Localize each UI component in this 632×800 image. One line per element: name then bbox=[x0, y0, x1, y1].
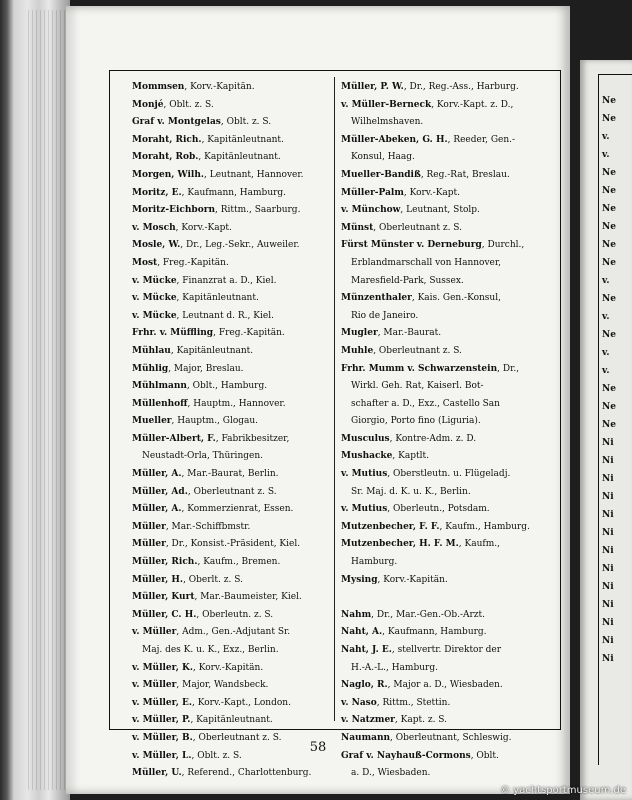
entry-continuation: Wilhelmshaven. bbox=[351, 117, 424, 128]
directory-entry bbox=[132, 572, 332, 590]
entry-detail: , Korv.-Kapt. bbox=[175, 222, 232, 233]
entry-detail: , Fabrikbesitzer, bbox=[215, 433, 290, 444]
entry-name: Mühlau bbox=[132, 345, 171, 356]
entry-continuation: Neustadt-Orla, Thüringen. bbox=[142, 451, 263, 462]
page-edges bbox=[28, 10, 68, 790]
entry-detail: , Freg.-Kapitän. bbox=[157, 257, 229, 268]
entry-detail: , Oberleutn. z. S. bbox=[196, 609, 274, 620]
directory-entry bbox=[132, 466, 332, 484]
entry-name: v. Müller bbox=[132, 627, 177, 638]
directory-entry bbox=[132, 396, 332, 414]
directory-entry bbox=[132, 413, 332, 431]
next-page-fragment: Ne bbox=[602, 114, 616, 124]
entry-detail: , Dr., Konsist.-Präsident, Kiel. bbox=[165, 539, 301, 550]
entry-detail: , Korv.-Kapt. bbox=[403, 187, 461, 198]
book-page bbox=[66, 6, 570, 794]
book-spine bbox=[0, 0, 70, 800]
entry-detail: , Oberleutnant z. S. bbox=[192, 732, 282, 743]
next-page-fragment: Ni bbox=[602, 492, 614, 502]
directory-entry bbox=[132, 255, 332, 273]
directory-entry bbox=[132, 519, 332, 537]
entry-detail: , Oberleutnant z. S. bbox=[373, 345, 462, 356]
entry-detail: , Adm., Gen.-Adjutant Sr. bbox=[176, 627, 291, 638]
directory-entry bbox=[132, 607, 332, 625]
entry-continuation: Wirkl. Geh. Rat, Kaiserl. Bot- bbox=[351, 381, 484, 392]
directory-entry bbox=[341, 237, 556, 272]
next-page-fragment: Ne bbox=[602, 384, 616, 394]
entry-detail: , Korv.-Kapitän. bbox=[377, 574, 448, 585]
entry-detail: , Kapt. z. S. bbox=[394, 715, 448, 726]
entry-detail: , Korv.-Kapt., London. bbox=[192, 697, 291, 708]
directory-entry bbox=[132, 220, 332, 238]
directory-entry bbox=[341, 466, 556, 501]
entry-detail: , Kais. Gen.-Konsul, bbox=[411, 293, 501, 304]
directory-entry bbox=[341, 448, 556, 466]
entry-detail: , Major, Wandsbeck. bbox=[176, 680, 269, 691]
entry-detail: , Oberleutnant z. S. bbox=[187, 486, 277, 497]
entry-name: Müller-Abeken, G. H. bbox=[341, 134, 448, 145]
directory-entry bbox=[341, 325, 556, 343]
directory-entry bbox=[132, 273, 332, 291]
entry-detail: , Oberleutnant, Schleswig. bbox=[390, 732, 512, 743]
entry-name: v. Müller-Berneck bbox=[341, 99, 432, 110]
directory-entry bbox=[341, 396, 556, 414]
directory-entry bbox=[341, 695, 556, 713]
directory-entry bbox=[341, 642, 556, 677]
entry-detail: , Major a. D., Wiesbaden. bbox=[387, 680, 503, 691]
next-page-fragment: v. bbox=[602, 276, 610, 286]
next-page-fragment: Ne bbox=[602, 402, 616, 412]
entry-name: Mushacke bbox=[341, 451, 393, 462]
next-page-fragment: Ne bbox=[602, 222, 616, 232]
directory-entry bbox=[132, 712, 332, 730]
entry-name: Müller, A. bbox=[132, 504, 182, 515]
entry-name: v. Natzmer bbox=[341, 715, 395, 726]
next-page-fragment: Ne bbox=[602, 204, 616, 214]
entry-name: Graf v. Montgelas bbox=[132, 117, 221, 128]
entry-detail: , Hauptm., Hannover. bbox=[187, 398, 286, 409]
next-page-fragment: v. bbox=[602, 348, 610, 358]
entry-name: v. Mutius bbox=[341, 504, 388, 515]
entry-detail: , Oblt. z. S. bbox=[163, 99, 214, 110]
entry-name: Moraht, Rob. bbox=[132, 152, 199, 163]
entry-name: Fürst Münster v. Derneburg bbox=[341, 240, 482, 251]
directory-entry bbox=[132, 149, 332, 167]
next-page-fragment: Ne bbox=[602, 330, 616, 340]
directory-entry bbox=[341, 624, 556, 642]
next-page-fragment: Ni bbox=[602, 528, 614, 538]
directory-entry bbox=[341, 677, 556, 695]
directory-entry bbox=[132, 484, 332, 502]
directory-entry bbox=[132, 554, 332, 572]
next-page-fragment: Ni bbox=[602, 438, 614, 448]
directory-entry bbox=[132, 132, 332, 150]
entry-continuation: Maresfield-Park, Sussex. bbox=[351, 275, 464, 286]
directory-entry bbox=[341, 712, 556, 730]
entry-name: Müller, P. W. bbox=[341, 82, 404, 92]
entry-detail: , Oberleutnant z. S. bbox=[373, 222, 462, 233]
entry-name: Moritz, E. bbox=[132, 187, 182, 198]
entry-name: Frhr. v. Müffling bbox=[132, 328, 214, 339]
next-page-fragment: Ni bbox=[602, 582, 614, 592]
next-page-fragment: v. bbox=[602, 312, 610, 322]
entry-name: v. Mücke bbox=[132, 310, 177, 321]
entry-detail: , Finanzrat a. D., Kiel. bbox=[176, 275, 277, 286]
entry-name: Naht, A. bbox=[341, 627, 383, 638]
entry-name: v. Mutius bbox=[341, 469, 388, 480]
directory-entry bbox=[341, 290, 556, 325]
entry-continuation: Rio de Janeiro. bbox=[351, 310, 419, 321]
entry-name: Müllenhoff bbox=[132, 398, 188, 409]
entry-detail: , Dr., Leg.-Sekr., Auweiler. bbox=[180, 240, 300, 251]
entry-detail: , Kaufmann, Hamburg. bbox=[181, 187, 287, 198]
directory-entry bbox=[132, 501, 332, 519]
next-page-fragment: Ni bbox=[602, 600, 614, 610]
entry-name: Moraht, Rich. bbox=[132, 134, 202, 145]
entry-name: Musculus bbox=[341, 433, 390, 444]
entry-detail: , Leutnant d. R., Kiel. bbox=[176, 310, 274, 321]
entry-name: Nahm bbox=[341, 609, 372, 620]
entry-name: Naglo, R. bbox=[341, 680, 388, 691]
entry-name: v. Münchow bbox=[341, 205, 401, 216]
entry-name: v. Naso bbox=[341, 697, 377, 708]
directory-entry bbox=[341, 343, 556, 361]
entry-detail: , Leutnant, Hannover. bbox=[204, 169, 304, 180]
next-page-fragment: Ne bbox=[602, 240, 616, 250]
entry-detail: , Kapitänleutnant. bbox=[170, 345, 254, 356]
entry-name: Müller bbox=[132, 521, 166, 532]
entry-continuation: Giorgio, Porto fino (Liguria). bbox=[351, 416, 481, 427]
directory-entry bbox=[132, 97, 332, 115]
entry-name: Mutzenbecher, F. F. bbox=[341, 521, 440, 532]
entry-name: Mosle, W. bbox=[132, 240, 181, 251]
entry-continuation: Erblandmarschall von Hannover, bbox=[351, 257, 502, 268]
entry-name: Müller bbox=[132, 539, 166, 550]
entry-detail: , Kapitänleutnant. bbox=[201, 134, 284, 145]
directory-entry bbox=[341, 202, 556, 220]
entry-detail: , Oberleutn., Potsdam. bbox=[387, 504, 490, 515]
next-page-fragment: Ne bbox=[602, 186, 616, 196]
directory-entry bbox=[341, 273, 556, 291]
entry-name: Müller, Rich. bbox=[132, 557, 198, 568]
entry-name: v. Müller bbox=[132, 680, 177, 691]
directory-entry bbox=[341, 536, 556, 571]
entry-detail: , Kapitänleutnant. bbox=[198, 152, 281, 163]
directory-entry bbox=[132, 431, 332, 466]
entry-detail: , Referend., Charlottenburg. bbox=[181, 768, 312, 779]
right-column bbox=[341, 79, 556, 783]
entry-detail: , Oberstleutn. u. Flügeladj. bbox=[387, 469, 511, 480]
entry-continuation: Konsul, Haag. bbox=[351, 152, 415, 163]
directory-entry bbox=[132, 290, 332, 308]
entry-name: Naumann bbox=[341, 732, 391, 743]
entry-detail: , Dr., Mar.-Gen.-Ob.-Arzt. bbox=[371, 609, 486, 620]
entry-continuation: Sr. Maj. d. K. u. K., Berlin. bbox=[351, 486, 471, 497]
directory-entry bbox=[341, 97, 556, 132]
directory-entry bbox=[341, 572, 556, 590]
entry-detail: , Kaptlt. bbox=[392, 451, 429, 462]
left-column bbox=[132, 79, 332, 783]
entry-detail: , Rittm., Saarburg. bbox=[215, 205, 301, 216]
next-page-fragment: Ni bbox=[602, 564, 614, 574]
entry-detail: , Dr., Reg.-Ass., Harburg. bbox=[403, 82, 519, 92]
entry-continuation: H.-A.-L., Hamburg. bbox=[351, 662, 438, 673]
directory-entry bbox=[132, 695, 332, 713]
entry-name: v. Müller, P. bbox=[132, 715, 191, 726]
page-number: 58 bbox=[309, 740, 327, 755]
entry-name: Monjé bbox=[132, 99, 164, 110]
entry-detail: , Kontre-Adm. z. D. bbox=[389, 433, 477, 444]
next-page-fragment: Ni bbox=[602, 636, 614, 646]
entry-name: Müller-Albert, F. bbox=[132, 433, 216, 444]
entry-detail: , Reeder, Gen.- bbox=[447, 134, 516, 145]
entry-detail: , Rittm., Stettin. bbox=[376, 697, 451, 708]
next-page-fragment: v. bbox=[602, 150, 610, 160]
entry-detail: , Korv.-Kapt. z. D., bbox=[431, 99, 514, 110]
entry-name: Müller, C. H. bbox=[132, 609, 197, 620]
next-page-fragment: Ni bbox=[602, 618, 614, 628]
entry-detail: , Oblt. z. S. bbox=[220, 117, 272, 128]
entry-name: Müller, H. bbox=[132, 574, 184, 585]
entry-name: Mugler bbox=[341, 328, 378, 339]
entry-detail: , Major, Breslau. bbox=[168, 363, 244, 374]
entry-name: v. Mosch bbox=[132, 222, 176, 233]
directory-entry bbox=[132, 114, 332, 132]
entry-name: Müller, Kurt bbox=[132, 592, 195, 603]
entry-name: Müller, A. bbox=[132, 469, 182, 480]
entry-name: Morgen, Wilh. bbox=[132, 169, 204, 180]
entry-detail: , Kaufm., bbox=[458, 539, 500, 550]
directory-entry bbox=[132, 677, 332, 695]
entry-name: Naht, J. E. bbox=[341, 645, 392, 655]
next-page-edge bbox=[580, 60, 632, 800]
directory-entry bbox=[341, 132, 556, 167]
entry-name: v. Müller, L. bbox=[132, 750, 192, 761]
entry-name: Mueller bbox=[132, 416, 172, 427]
directory-entry bbox=[132, 624, 332, 659]
directory-entry bbox=[341, 431, 556, 449]
entry-detail: , Kaufmann, Hamburg. bbox=[382, 627, 487, 638]
entry-detail: , Kapitänleutnant. bbox=[190, 715, 273, 726]
directory-entry bbox=[341, 607, 556, 625]
entry-name: Frhr. Mumm v. Schwarzenstein bbox=[341, 363, 498, 374]
entry-name: Müller, U. bbox=[132, 768, 182, 779]
directory-entry bbox=[341, 501, 556, 519]
next-page-fragment: Ni bbox=[602, 456, 614, 466]
entry-continuation: Hamburg. bbox=[351, 557, 398, 568]
directory-entry bbox=[341, 167, 556, 185]
entry-name: v. Müller, B. bbox=[132, 732, 193, 743]
directory-entry bbox=[341, 519, 556, 537]
directory-entry bbox=[132, 167, 332, 185]
directory-entry bbox=[132, 202, 332, 220]
directory-entry bbox=[341, 185, 556, 203]
entry-continuation: schafter a. D., Exz., Castello San bbox=[351, 398, 500, 409]
next-page-fragment: Ne bbox=[602, 96, 616, 106]
next-page-fragment: Ni bbox=[602, 546, 614, 556]
entry-continuation: Maj. des K. u. K., Exz., Berlin. bbox=[142, 645, 279, 655]
next-page-fragment: Ne bbox=[602, 420, 616, 430]
column-divider bbox=[334, 77, 335, 721]
entry-detail: , Reg.-Rat, Breslau. bbox=[420, 169, 510, 180]
entry-name: Mutzenbecher, H. F. M. bbox=[341, 539, 459, 550]
entry-detail: , Korv.-Kapitän. bbox=[192, 662, 264, 673]
entry-name: v. Mücke bbox=[132, 293, 177, 304]
entry-name: v. Müller, K. bbox=[132, 662, 193, 673]
entry-detail: , Dr., bbox=[497, 363, 520, 374]
entry-name: Müller, Ad. bbox=[132, 486, 188, 497]
entry-continuation: a. D., Wiesbaden. bbox=[351, 768, 431, 779]
entry-name: Most bbox=[132, 257, 158, 268]
entry-detail: , Oblt. bbox=[470, 750, 499, 761]
entry-detail: , Durchl., bbox=[481, 240, 525, 251]
directory-entry bbox=[341, 413, 556, 431]
directory-entry bbox=[132, 660, 332, 678]
directory-entry bbox=[132, 343, 332, 361]
next-page-fragment: Ni bbox=[602, 510, 614, 520]
entry-name: Mysing bbox=[341, 574, 378, 585]
directory-entry bbox=[132, 237, 332, 255]
entry-name: Moritz-Eichborn bbox=[132, 205, 216, 216]
entry-name: v. Mücke bbox=[132, 275, 177, 286]
entry-spacer bbox=[341, 589, 556, 607]
entry-name: v. Müller, E. bbox=[132, 697, 193, 708]
directory-entry bbox=[132, 325, 332, 343]
directory-entry bbox=[341, 79, 556, 97]
next-page-fragment: Ne bbox=[602, 258, 616, 268]
next-page-fragment: v. bbox=[602, 366, 610, 376]
entry-detail: , Oblt. z. S. bbox=[191, 750, 242, 761]
entry-name: Mühlmann bbox=[132, 381, 187, 392]
entry-name: Graf v. Nayhauß-Cormons bbox=[341, 750, 471, 761]
entry-name: Münst bbox=[341, 222, 374, 233]
entry-detail: , Freg.-Kapitän. bbox=[213, 328, 285, 339]
directory-entry bbox=[132, 79, 332, 97]
next-page-fragment: Ne bbox=[602, 294, 616, 304]
next-page-fragment: v. bbox=[602, 132, 610, 142]
entry-detail: , Korv.-Kapitän. bbox=[184, 82, 255, 92]
directory-entry bbox=[132, 536, 332, 554]
entry-detail: , Oblt., Hamburg. bbox=[186, 381, 268, 392]
entry-detail: , Kaufm., Bremen. bbox=[197, 557, 281, 568]
next-page-fragment: Ne bbox=[602, 168, 616, 178]
entry-name: Mueller-Bandiß bbox=[341, 169, 421, 180]
directory-entry bbox=[132, 765, 332, 783]
entry-name: Mommsen bbox=[132, 82, 185, 92]
next-page-fragment: Ni bbox=[602, 654, 614, 664]
watermark: © yachtsportmuseum.de bbox=[500, 785, 626, 796]
entry-name: Münzenthaler bbox=[341, 293, 412, 304]
directory-entry bbox=[132, 378, 332, 396]
entry-detail: , Oberlt. z. S. bbox=[183, 574, 243, 585]
next-page-fragment: Ni bbox=[602, 474, 614, 484]
directory-entry bbox=[341, 361, 556, 396]
entry-detail: , Hauptm., Glogau. bbox=[171, 416, 259, 427]
entry-detail: , Leutnant, Stolp. bbox=[400, 205, 480, 216]
directory-entry bbox=[132, 185, 332, 203]
entry-name: Mühlig bbox=[132, 363, 169, 374]
entry-detail: , Kommerzienrat, Essen. bbox=[181, 504, 294, 515]
entry-detail: , Mar.-Baurat, Berlin. bbox=[181, 469, 279, 480]
entry-detail: , stellvertr. Direktor der bbox=[391, 645, 502, 655]
directory-entry bbox=[132, 308, 332, 326]
entry-detail: , Mar.-Baurat. bbox=[377, 328, 442, 339]
entry-name: Muhle bbox=[341, 345, 374, 356]
entry-name: Müller-Palm bbox=[341, 187, 404, 198]
directory-entry bbox=[132, 361, 332, 379]
directory-entry bbox=[132, 589, 332, 607]
entry-detail: , Mar.-Schiffbmstr. bbox=[165, 521, 251, 532]
directory-entry bbox=[341, 220, 556, 238]
entry-detail: , Kapitänleutnant. bbox=[176, 293, 259, 304]
entry-detail: , Kaufm., Hamburg. bbox=[439, 521, 530, 532]
entry-detail: , Mar.-Baumeister, Kiel. bbox=[194, 592, 302, 603]
